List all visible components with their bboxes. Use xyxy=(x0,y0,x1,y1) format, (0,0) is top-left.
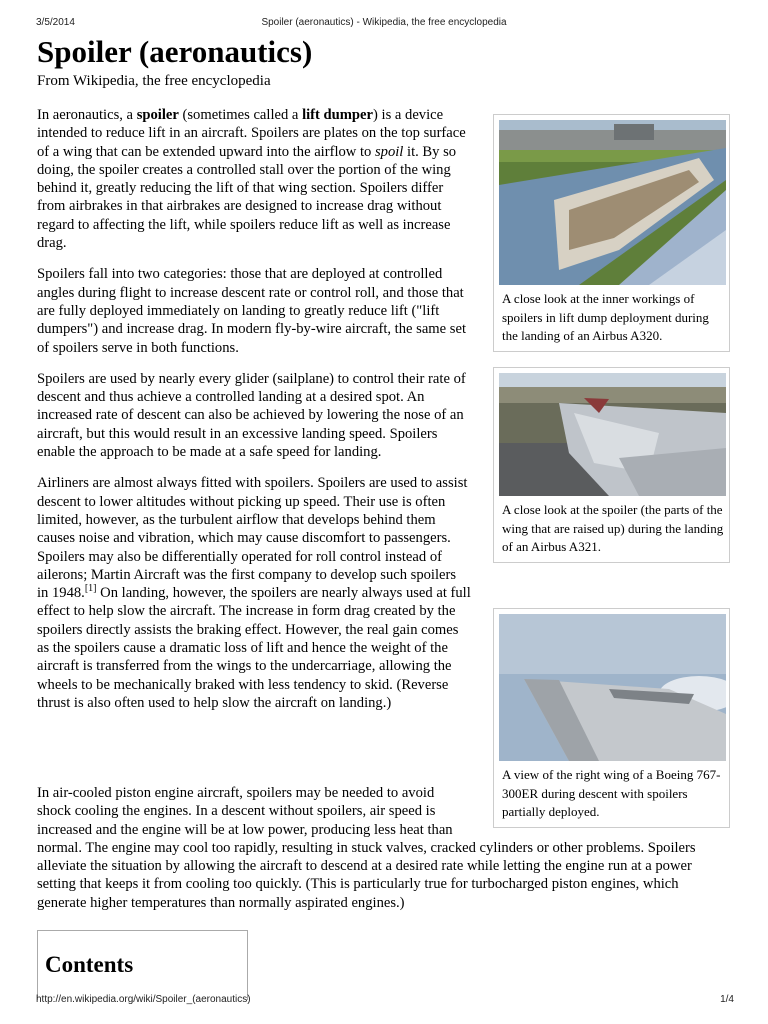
boeing-767-wing-photo[interactable] xyxy=(499,614,726,761)
print-page-title: Spoiler (aeronautics) - Wikipedia, the free encyclopedia xyxy=(261,17,507,28)
contents-heading: Contents xyxy=(45,952,134,977)
term-lift-dumper: lift dumper xyxy=(302,107,374,123)
article-subtitle: From Wikipedia, the free encyclopedia xyxy=(37,73,271,89)
figure-caption: A close look at the spoiler (the parts of the wing that are raised up) during the landing of an Airbus A321. xyxy=(502,502,724,554)
article-title: Spoiler (aeronautics) xyxy=(37,34,313,69)
figure-a320-spoilers xyxy=(493,114,730,352)
reference-link-1[interactable]: [1] xyxy=(84,583,97,595)
paragraph-gliders: Spoilers are used by nearly every glider (sailplane) to control their rate of descent and thus achieve a controlled landing at a desired spot. An increased rate of descent can also be achieved by lowering the nose of an aircraft, but this would result in an excessive landing speed. Spoilers enable the approach to be made at a safe speed for landing. xyxy=(37,370,466,461)
paragraph-piston-engines-text: In air-cooled piston engine aircraft, spoilers may be needed to avoid shock cooling the engines. In a descent without spoilers, air speed is increased and the engine will be at low power, producing less heat than normal. The engine may cool too rapidly, resulting in stuck valves, cracked cylinders or other problems. Spoilers alleviate the situation by allowing the aircraft to descend at a desired rate while letting the engine run at a power setting that keeps it from cooling too quickly. (This is particularly true for turbocharged piston engines, which generate higher temperatures than normally aspirated engines.) xyxy=(37,785,696,911)
term-spoiler: spoiler xyxy=(136,107,179,123)
figure-caption: A close look at the inner workings of spoilers in lift dump deployment during the landing of an Airbus A320. xyxy=(502,291,709,343)
print-url: http://en.wikipedia.org/wiki/Spoiler_(aeronautics) xyxy=(36,994,251,1005)
paragraph-intro: In aeronautics, a spoiler (sometimes called a lift dumper) is a device intended to reduce lift in an aircraft. Spoilers are plates on the top surface of a wing that can be extended upward into the airflow to spoil it. By so doing, the spoiler creates a controlled stall over the portion of the wing behind it, greatly reducing the lift of that wing section. Spoilers differ from airbrakes in that airbrakes are designed to increase drag without regard to affecting the lift, while spoilers reduce lift as well as increase drag. xyxy=(37,107,466,252)
figure-a321-spoiler xyxy=(493,367,730,563)
paragraph-airliners: Airliners are almost always fitted with spoilers. Spoilers are used to assist descent to lower altitudes without picking up speed. Their use is often limited, however, as the turbulent airflow that develops behind them causes noise and vibration, which may cause discomfort to passengers. Spoilers may also be differentially operated for roll control instead of ailerons; Martin Aircraft was the first company to develop such spoilers in 1948.[1] On landing, however, the spoilers are nearly always used at full effect to help slow the aircraft. The increase in form drag created by the spoilers directly assists the braking effect. However, the real gain comes as the spoilers cause a dramatic loss of lift and hence the weight of the aircraft is transferred from the wings to the undercarriage, allowing the wheels to be mechanically braked with less tendency to skid. (Reverse thrust is also often used to help slow the aircraft on landing.) xyxy=(37,475,471,711)
article-body xyxy=(37,106,471,725)
a320-wing-photo[interactable] xyxy=(499,120,726,285)
paragraph-categories: Spoilers fall into two categories: those that are deployed at controlled angles during flight to increase descent rate or control roll, and those that are fully deployed immediately on landing to greatly reduce lift ("lift dumpers") and increase drag. In modern fly-by-wire aircraft, the same set of spoilers serve in both functions. xyxy=(37,266,466,356)
figure-caption: A view of the right wing of a Boeing 767-300ER during descent with spoilers partially deployed. xyxy=(502,767,721,819)
print-date: 3/5/2014 xyxy=(36,17,75,28)
a321-wing-photo[interactable] xyxy=(499,373,726,496)
term-spoil: spoil xyxy=(374,143,404,160)
table-of-contents xyxy=(37,930,248,1000)
print-page-number: 1/4 xyxy=(720,994,734,1005)
